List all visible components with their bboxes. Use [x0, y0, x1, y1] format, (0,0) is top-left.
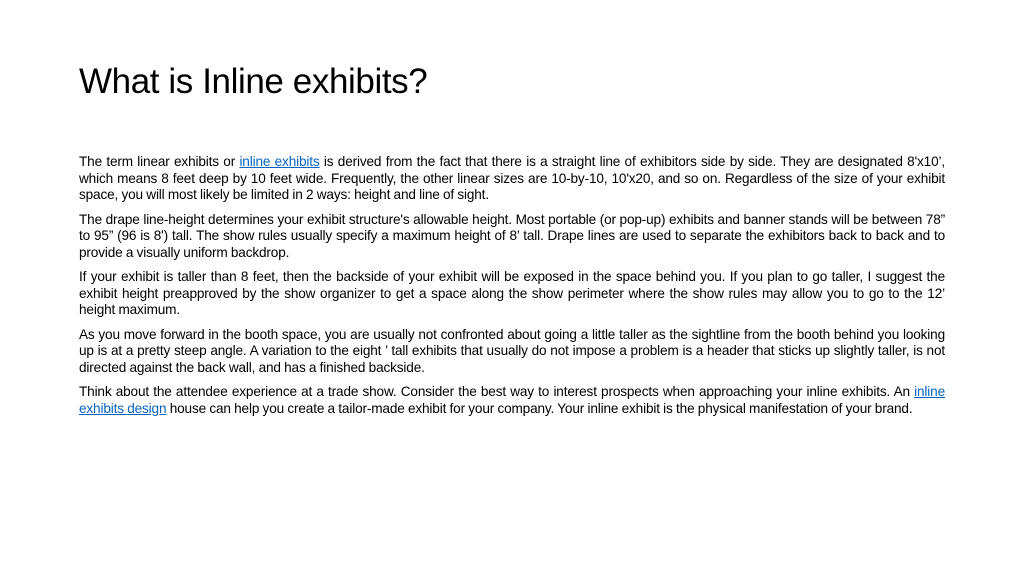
paragraph-1-text-after: is derived from the fact that there is a straight line of exhibitors side by side. They are designated 8'x10’, which means 8 feet deep by 10 feet wide. Frequently, the other linear sizes are 10-by-10, 10'x20, and so on. Regardless of the size of your exhibit space, you will most likely be limited in 2 ways: height and line of sight. [79, 154, 945, 202]
paragraph-5 [79, 384, 945, 417]
inline-exhibits-design-link[interactable]: inline exhibits design [79, 384, 945, 416]
inline-exhibits-link[interactable]: inline exhibits [239, 154, 320, 169]
paragraph-3: If your exhibit is taller than 8 feet, then the backside of your exhibit will be exposed in the space behind you. If you plan to go taller, I suggest the exhibit height preapproved by the show organizer to get a space along the show perimeter where the show rules may allow you to go to the 12’ height maximum. [79, 269, 945, 317]
paragraph-2: The drape line-height determines your exhibit structure's allowable height. Most portable (or pop-up) exhibits and banner stands will be between 78” to 95” (96 is 8') tall. The show rules usually specify a maximum height of 8’ tall. Drape lines are used to separate the exhibitors back to back and to provide a visually uniform backdrop. [79, 211, 945, 260]
slide-body [79, 154, 945, 425]
paragraph-5-text-after: house can help you create a tailor-made exhibit for your company. Your inline exhibit is the physical manifestation of your brand. [166, 400, 913, 416]
paragraph-1 [79, 154, 945, 204]
slide-title: What is Inline exhibits? [79, 62, 428, 101]
paragraph-1-text-before: The term linear exhibits or [79, 154, 240, 169]
paragraph-5-text-before: Think about the attendee experience at a trade show. Consider the best way to interest prospects when approaching your inline exhibits. An [79, 384, 915, 399]
paragraph-4: As you move forward in the booth space, you are usually not confronted about going a little taller as the sightline from the booth behind you looking up is at a pretty steep angle. A variation to the eight ’ tall exhibits that usually do not impose a problem is a header that sticks up slightly taller, is not directed against the back wall, and has a finished backside. [79, 326, 945, 375]
